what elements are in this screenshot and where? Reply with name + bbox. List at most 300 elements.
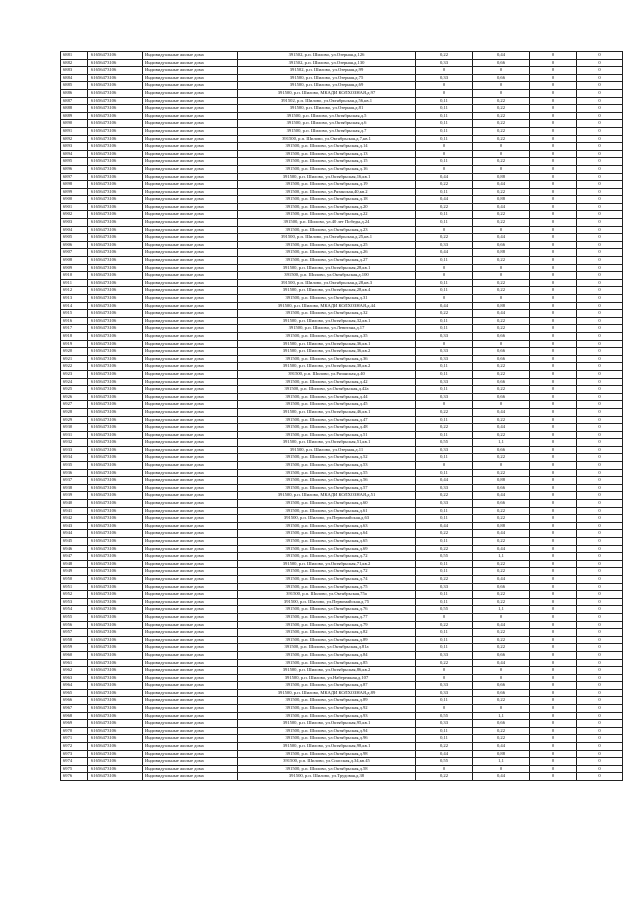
cell-type: Индивидуальные жилые дома — [143, 689, 238, 697]
cell-v1: 0,55 — [416, 439, 473, 447]
cell-id: 6890 — [61, 120, 88, 128]
cell-okpo: 61656473106 — [88, 310, 143, 318]
cell-addr: 391500, р.п. Шилово, ул.40 лет Победы,д.24 — [238, 219, 416, 227]
cell-id: 6920 — [61, 348, 88, 356]
cell-okpo: 61656473106 — [88, 735, 143, 743]
cell-type: Индивидуальные жилые дома — [143, 143, 238, 151]
cell-okpo: 61656473106 — [88, 332, 143, 340]
cell-addr: 391500, р.п. Шилово, МКАДИ КОЛХОЗНАЯ,д.97 — [238, 89, 416, 97]
cell-addr: 391502, р.п. Шилово, ул.Озерная,д.126 — [238, 52, 416, 60]
cell-addr: 391500, р.п. Шилово, ул.Октябрьская,д.61 — [238, 507, 416, 515]
cell-type: Индивидуальные жилые дома — [143, 264, 238, 272]
cell-okpo: 61656473106 — [88, 530, 143, 538]
cell-v2: 0,66 — [473, 500, 530, 508]
cell-v4: 0 — [577, 492, 623, 500]
cell-v1: 0,11 — [416, 636, 473, 644]
cell-okpo: 61656473106 — [88, 705, 143, 713]
cell-v1: 0,11 — [416, 697, 473, 705]
cell-type: Индивидуальные жилые дома — [143, 659, 238, 667]
cell-v1: 0,11 — [416, 568, 473, 576]
cell-id: 6904 — [61, 226, 88, 234]
cell-id: 6931 — [61, 431, 88, 439]
table-row — [61, 735, 623, 743]
cell-type: Индивидуальные жилые дома — [143, 765, 238, 773]
cell-v4: 0 — [577, 196, 623, 204]
data-table — [60, 51, 623, 781]
cell-v2: 0,88 — [473, 196, 530, 204]
cell-id: 6929 — [61, 416, 88, 424]
cell-id: 6884 — [61, 74, 88, 82]
cell-id: 6905 — [61, 234, 88, 242]
table-row — [61, 507, 623, 515]
cell-v2: 0,44 — [473, 492, 530, 500]
cell-type: Индивидуальные жилые дома — [143, 416, 238, 424]
cell-v4: 0 — [577, 659, 623, 667]
cell-v4: 0 — [577, 393, 623, 401]
cell-addr: 391500, р.п. Шилово, ул.Октябрьская,д.18 — [238, 196, 416, 204]
cell-addr: 391500, р.п. Шилово, ул.Октябрьская,д.51 — [238, 431, 416, 439]
cell-v1: 0,11 — [416, 287, 473, 295]
cell-v2: 0,22 — [473, 279, 530, 287]
table-row — [61, 674, 623, 682]
cell-id: 6913 — [61, 295, 88, 303]
cell-v4: 0 — [577, 674, 623, 682]
cell-v2: 0,22 — [473, 560, 530, 568]
cell-okpo: 61656473106 — [88, 272, 143, 280]
cell-v3: 0 — [530, 393, 577, 401]
table-row — [61, 408, 623, 416]
table-row — [61, 378, 623, 386]
cell-v1: 0,11 — [416, 431, 473, 439]
cell-v1: 0 — [416, 264, 473, 272]
cell-type: Индивидуальные жилые дома — [143, 348, 238, 356]
cell-type: Индивидуальные жилые дома — [143, 606, 238, 614]
cell-v3: 0 — [530, 507, 577, 515]
cell-v2: 0,88 — [473, 249, 530, 257]
cell-id: 6971 — [61, 735, 88, 743]
cell-v4: 0 — [577, 150, 623, 158]
cell-v2: 0 — [473, 401, 530, 409]
cell-id: 6936 — [61, 469, 88, 477]
cell-v2: 1,1 — [473, 553, 530, 561]
table-row — [61, 773, 623, 781]
cell-v1: 0,11 — [416, 560, 473, 568]
cell-v1: 0,11 — [416, 515, 473, 523]
cell-v4: 0 — [577, 173, 623, 181]
cell-v1: 0,11 — [416, 120, 473, 128]
cell-type: Индивидуальные жилые дома — [143, 705, 238, 713]
cell-addr: 391500, р.п. Шилово, ул.Октябрьская,д.23 — [238, 226, 416, 234]
cell-v2: 0,22 — [473, 469, 530, 477]
cell-addr: 391500, р.п. Шилово, ул.Октябрьская,д.87 — [238, 682, 416, 690]
cell-type: Индивидуальные жилые дома — [143, 636, 238, 644]
cell-type: Индивидуальные жилые дома — [143, 697, 238, 705]
cell-v4: 0 — [577, 583, 623, 591]
table-row — [61, 401, 623, 409]
cell-v1: 0,55 — [416, 758, 473, 766]
cell-addr: 391500, р.п. Шилово, ул.Рязанская,д.40 — [238, 370, 416, 378]
cell-v2: 0,44 — [473, 408, 530, 416]
cell-v3: 0 — [530, 279, 577, 287]
cell-v1: 0,11 — [416, 727, 473, 735]
cell-v1: 0,33 — [416, 332, 473, 340]
cell-type: Индивидуальные жилые дома — [143, 492, 238, 500]
cell-v1: 0 — [416, 67, 473, 75]
cell-type: Индивидуальные жилые дома — [143, 424, 238, 432]
table-row — [61, 74, 623, 82]
cell-v2: 0,22 — [473, 287, 530, 295]
cell-id: 6901 — [61, 203, 88, 211]
cell-v1: 0,55 — [416, 606, 473, 614]
cell-id: 6942 — [61, 515, 88, 523]
cell-v1: 0,11 — [416, 363, 473, 371]
cell-type: Индивидуальные жилые дома — [143, 257, 238, 265]
cell-okpo: 61656473106 — [88, 67, 143, 75]
cell-type: Индивидуальные жилые дома — [143, 249, 238, 257]
cell-okpo: 61656473106 — [88, 773, 143, 781]
cell-addr: 391500, р.п. Шилово, ул.Октябрьская,д.19 — [238, 181, 416, 189]
cell-okpo: 61656473106 — [88, 651, 143, 659]
cell-type: Индивидуальные жилые дома — [143, 203, 238, 211]
cell-id: 6881 — [61, 52, 88, 60]
table-row — [61, 743, 623, 751]
cell-v2: 0,22 — [473, 363, 530, 371]
table-row — [61, 492, 623, 500]
cell-v4: 0 — [577, 249, 623, 257]
cell-v2: 0,44 — [473, 743, 530, 751]
cell-addr: 391500, р.п. Шилово, ул.Октябрьская,д.22 — [238, 211, 416, 219]
cell-v4: 0 — [577, 765, 623, 773]
cell-v1: 0,11 — [416, 127, 473, 135]
cell-type: Индивидуальные жилые дома — [143, 538, 238, 546]
cell-v3: 0 — [530, 59, 577, 67]
cell-addr: 391500, р.п. Шилово, ул.Первомайская,д.63 — [238, 515, 416, 523]
table-row — [61, 477, 623, 485]
cell-addr: 391500, р.п. Шилово, ул.Октябрьская,д.5 — [238, 112, 416, 120]
cell-v3: 0 — [530, 355, 577, 363]
cell-v1: 0,11 — [416, 507, 473, 515]
cell-addr: 391500, р.п. Шилово, ул.Октябрьская,д.32 — [238, 310, 416, 318]
cell-v3: 0 — [530, 158, 577, 166]
cell-v1: 0,22 — [416, 181, 473, 189]
cell-type: Индивидуальные жилые дома — [143, 325, 238, 333]
cell-id: 6961 — [61, 659, 88, 667]
cell-okpo: 61656473106 — [88, 74, 143, 82]
cell-addr: 391500, р.п. Шилово, ул.Октябрьская,д.82 — [238, 629, 416, 637]
cell-okpo: 61656473106 — [88, 143, 143, 151]
cell-type: Индивидуальные жилые дома — [143, 105, 238, 113]
cell-v4: 0 — [577, 773, 623, 781]
cell-addr: 391500, р.п. Шилово, ул.Октябрьская,86,кв.2 — [238, 667, 416, 675]
cell-v4: 0 — [577, 105, 623, 113]
cell-id: 6923 — [61, 370, 88, 378]
cell-id: 6886 — [61, 89, 88, 97]
cell-id: 6968 — [61, 712, 88, 720]
cell-v3: 0 — [530, 52, 577, 60]
table-row — [61, 705, 623, 713]
table-row — [61, 196, 623, 204]
cell-addr: 391500, р.п. Шилово, ул.Октябрьская,д.13 — [238, 150, 416, 158]
cell-v4: 0 — [577, 651, 623, 659]
cell-v2: 1,1 — [473, 439, 530, 447]
cell-v1: 0,11 — [416, 386, 473, 394]
cell-v1: 0,11 — [416, 97, 473, 105]
table-row — [61, 279, 623, 287]
cell-okpo: 61656473106 — [88, 287, 143, 295]
cell-v4: 0 — [577, 446, 623, 454]
cell-v3: 0 — [530, 272, 577, 280]
cell-id: 6896 — [61, 165, 88, 173]
cell-v1: 0 — [416, 401, 473, 409]
cell-v3: 0 — [530, 500, 577, 508]
cell-v2: 0,22 — [473, 568, 530, 576]
cell-v1: 0,33 — [416, 682, 473, 690]
cell-addr: 391500, р.п. Шилово, ул.Озерная,д.75 — [238, 74, 416, 82]
cell-v1: 0,33 — [416, 446, 473, 454]
table-row — [61, 644, 623, 652]
cell-type: Индивидуальные жилые дома — [143, 59, 238, 67]
cell-v4: 0 — [577, 295, 623, 303]
cell-v4: 0 — [577, 743, 623, 751]
cell-type: Индивидуальные жилые дома — [143, 667, 238, 675]
cell-addr: 391500, р.п. Шилово, МКАДИ КОЛХОЗНАЯ,д.51 — [238, 492, 416, 500]
cell-v4: 0 — [577, 272, 623, 280]
cell-v2: 0 — [473, 462, 530, 470]
cell-id: 6970 — [61, 727, 88, 735]
cell-id: 6967 — [61, 705, 88, 713]
cell-addr: 391500, р.п. Шилово, ул.Октябрьская,36,кв.1 — [238, 340, 416, 348]
cell-okpo: 61656473106 — [88, 226, 143, 234]
cell-v2: 0,22 — [473, 127, 530, 135]
cell-id: 6897 — [61, 173, 88, 181]
cell-okpo: 61656473106 — [88, 750, 143, 758]
table-row — [61, 484, 623, 492]
cell-v2: 0 — [473, 272, 530, 280]
cell-type: Индивидуальные жилые дома — [143, 287, 238, 295]
cell-v4: 0 — [577, 287, 623, 295]
table-row — [61, 598, 623, 606]
table-row — [61, 82, 623, 90]
cell-id: 6883 — [61, 67, 88, 75]
cell-okpo: 61656473106 — [88, 120, 143, 128]
cell-addr: 391500, р.п. Шилово, ул.Октябрьская,28,кв.1 — [238, 264, 416, 272]
cell-v3: 0 — [530, 484, 577, 492]
cell-v4: 0 — [577, 355, 623, 363]
cell-v3: 0 — [530, 583, 577, 591]
cell-v3: 0 — [530, 370, 577, 378]
cell-v4: 0 — [577, 52, 623, 60]
cell-v3: 0 — [530, 773, 577, 781]
cell-okpo: 61656473106 — [88, 439, 143, 447]
cell-v4: 0 — [577, 735, 623, 743]
cell-addr: 391500, р.п. Шилово, ул.Октябрьская,д.35 — [238, 332, 416, 340]
cell-id: 6938 — [61, 484, 88, 492]
cell-v3: 0 — [530, 682, 577, 690]
table-row — [61, 522, 623, 530]
cell-okpo: 61656473106 — [88, 378, 143, 386]
cell-v1: 0,44 — [416, 302, 473, 310]
cell-v4: 0 — [577, 257, 623, 265]
cell-v2: 0 — [473, 226, 530, 234]
cell-okpo: 61656473106 — [88, 59, 143, 67]
table-row — [61, 538, 623, 546]
cell-type: Индивидуальные жилые дома — [143, 591, 238, 599]
cell-type: Индивидуальные жилые дома — [143, 515, 238, 523]
cell-v2: 0,44 — [473, 530, 530, 538]
cell-v3: 0 — [530, 750, 577, 758]
cell-okpo: 61656473106 — [88, 674, 143, 682]
cell-v1: 0,44 — [416, 522, 473, 530]
cell-type: Индивидуальные жилые дома — [143, 575, 238, 583]
cell-okpo: 61656473106 — [88, 553, 143, 561]
cell-addr: 391500, р.п. Шилово, ул.Октябрьская,д.96 — [238, 735, 416, 743]
table-row — [61, 446, 623, 454]
cell-v4: 0 — [577, 629, 623, 637]
cell-id: 6900 — [61, 196, 88, 204]
table-row — [61, 226, 623, 234]
cell-addr: 391500, р.п. Шилово, ул.Октябрьская,95,кв.1 — [238, 720, 416, 728]
table-row — [61, 712, 623, 720]
cell-okpo: 61656473106 — [88, 431, 143, 439]
cell-id: 6955 — [61, 613, 88, 621]
cell-type: Индивидуальные жилые дома — [143, 386, 238, 394]
cell-v2: 0,66 — [473, 689, 530, 697]
table-row — [61, 363, 623, 371]
cell-v2: 0 — [473, 765, 530, 773]
cell-v1: 0,11 — [416, 317, 473, 325]
cell-addr: 391500, р.п. Шилово, ул.Октябрьская,д.79 — [238, 621, 416, 629]
cell-id: 6927 — [61, 401, 88, 409]
cell-id: 6910 — [61, 272, 88, 280]
cell-okpo: 61656473106 — [88, 112, 143, 120]
cell-v1: 0 — [416, 89, 473, 97]
cell-v4: 0 — [577, 424, 623, 432]
cell-v4: 0 — [577, 758, 623, 766]
cell-v2: 0,66 — [473, 583, 530, 591]
cell-v2: 0,22 — [473, 735, 530, 743]
cell-v1: 0 — [416, 705, 473, 713]
cell-type: Индивидуальные жилые дома — [143, 89, 238, 97]
cell-v4: 0 — [577, 507, 623, 515]
cell-v4: 0 — [577, 454, 623, 462]
cell-addr: 391500, р.п. Шилово, ул.Октябрьская,д.31 — [238, 295, 416, 303]
cell-type: Индивидуальные жилые дома — [143, 150, 238, 158]
cell-addr: 391500, р.п. Шилово, ул.Октябрьская,д.57 — [238, 484, 416, 492]
cell-id: 6946 — [61, 545, 88, 553]
cell-type: Индивидуальные жилые дома — [143, 67, 238, 75]
cell-type: Индивидуальные жилые дома — [143, 241, 238, 249]
cell-v1: 0,22 — [416, 203, 473, 211]
cell-v1: 0,55 — [416, 553, 473, 561]
cell-addr: 391500, р.п. Шилово, ул.Октябрьская,д.60 — [238, 500, 416, 508]
cell-type: Индивидуальные жилые дома — [143, 682, 238, 690]
cell-addr: 391500, р.п. Шилово, ул.Октябрьская,д.25 — [238, 241, 416, 249]
cell-v3: 0 — [530, 264, 577, 272]
cell-v4: 0 — [577, 431, 623, 439]
cell-type: Индивидуальные жилые дома — [143, 370, 238, 378]
cell-v3: 0 — [530, 89, 577, 97]
cell-id: 6975 — [61, 765, 88, 773]
cell-addr: 391500, р.п. Шилово, ул.Октябрьская,д.47 — [238, 416, 416, 424]
cell-okpo: 61656473106 — [88, 325, 143, 333]
cell-v1: 0 — [416, 674, 473, 682]
cell-v3: 0 — [530, 363, 577, 371]
cell-v3: 0 — [530, 241, 577, 249]
cell-id: 6976 — [61, 773, 88, 781]
cell-okpo: 61656473106 — [88, 560, 143, 568]
cell-okpo: 61656473106 — [88, 211, 143, 219]
cell-v4: 0 — [577, 469, 623, 477]
cell-v3: 0 — [530, 219, 577, 227]
cell-type: Индивидуальные жилые дома — [143, 408, 238, 416]
cell-okpo: 61656473106 — [88, 370, 143, 378]
table-row — [61, 689, 623, 697]
cell-v3: 0 — [530, 257, 577, 265]
cell-v3: 0 — [530, 401, 577, 409]
cell-addr: 391500, р.п. Шилово, ул.Октябрьская,16,кв.1 — [238, 173, 416, 181]
table-row — [61, 386, 623, 394]
cell-okpo: 61656473106 — [88, 758, 143, 766]
cell-type: Индивидуальные жилые дома — [143, 507, 238, 515]
cell-v2: 0,66 — [473, 682, 530, 690]
table-row — [61, 295, 623, 303]
cell-v4: 0 — [577, 127, 623, 135]
cell-v4: 0 — [577, 644, 623, 652]
cell-addr: 391500, р.п. Шилово, ул.Октябрьская,д.16 — [238, 165, 416, 173]
cell-id: 6899 — [61, 188, 88, 196]
cell-addr: 391500, р.п. Шилово, ул.Октябрьская,д.27 — [238, 257, 416, 265]
cell-v1: 0 — [416, 150, 473, 158]
cell-v2: 0,66 — [473, 59, 530, 67]
cell-v3: 0 — [530, 74, 577, 82]
cell-v1: 0 — [416, 165, 473, 173]
cell-v3: 0 — [530, 712, 577, 720]
cell-okpo: 61656473106 — [88, 181, 143, 189]
cell-id: 6935 — [61, 462, 88, 470]
cell-v1: 0,22 — [416, 530, 473, 538]
cell-addr: 391500, р.п. Шилово, ул.Озерная,д.11 — [238, 446, 416, 454]
cell-type: Индивидуальные жилые дома — [143, 158, 238, 166]
cell-v2: 0,22 — [473, 317, 530, 325]
cell-v3: 0 — [530, 378, 577, 386]
cell-v4: 0 — [577, 181, 623, 189]
cell-v2: 0 — [473, 705, 530, 713]
cell-id: 6944 — [61, 530, 88, 538]
cell-type: Индивидуальные жилые дома — [143, 750, 238, 758]
cell-okpo: 61656473106 — [88, 507, 143, 515]
cell-okpo: 61656473106 — [88, 302, 143, 310]
cell-v1: 0 — [416, 613, 473, 621]
cell-v1: 0,33 — [416, 583, 473, 591]
cell-v4: 0 — [577, 484, 623, 492]
cell-v4: 0 — [577, 416, 623, 424]
cell-type: Индивидуальные жилые дома — [143, 52, 238, 60]
cell-addr: 391500, р.п. Шилово, ул.Октябрьская,д.98 — [238, 750, 416, 758]
cell-v2: 0,22 — [473, 188, 530, 196]
cell-type: Индивидуальные жилые дома — [143, 439, 238, 447]
cell-type: Индивидуальные жилые дома — [143, 674, 238, 682]
cell-v2: 0 — [473, 613, 530, 621]
cell-v4: 0 — [577, 348, 623, 356]
cell-v4: 0 — [577, 211, 623, 219]
cell-v2: 0 — [473, 264, 530, 272]
cell-okpo: 61656473106 — [88, 689, 143, 697]
cell-id: 6912 — [61, 287, 88, 295]
cell-type: Индивидуальные жилые дома — [143, 355, 238, 363]
cell-v3: 0 — [530, 454, 577, 462]
cell-v1: 0,44 — [416, 750, 473, 758]
cell-id: 6962 — [61, 667, 88, 675]
